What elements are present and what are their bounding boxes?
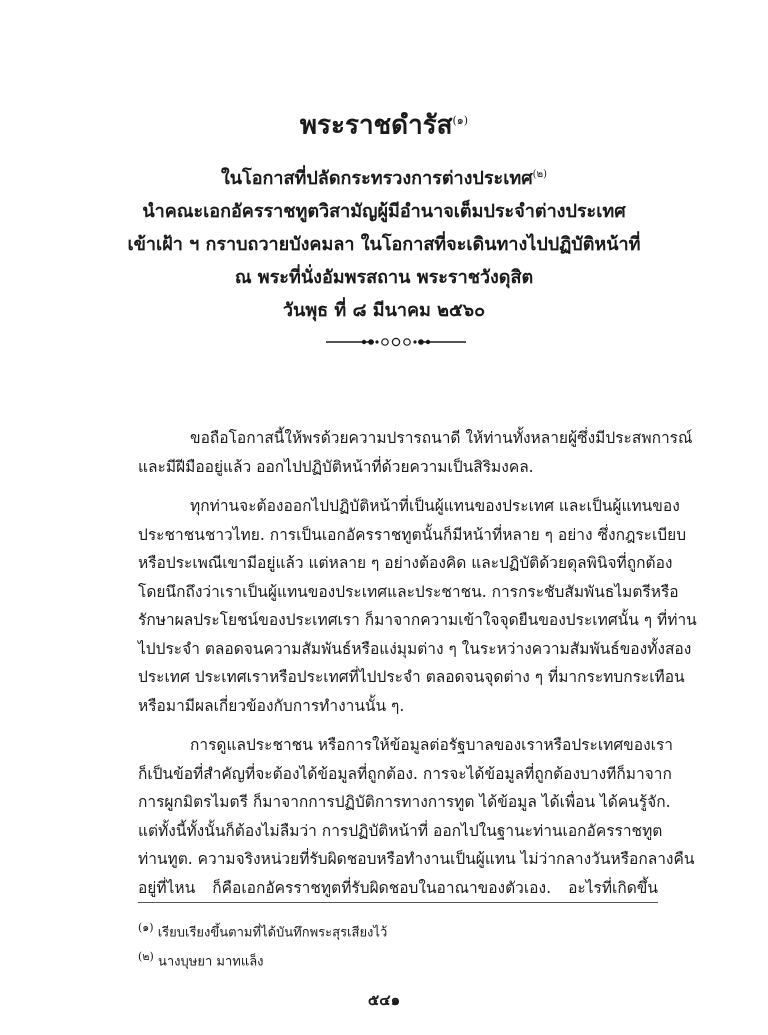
heading-line-2: นำคณะเอกอัครราชทูตวิสามัญผู้มีอำนาจเต็มประจำต่างประเทศ [142, 201, 626, 222]
footnote-text: นางบุษยา มาทแล็ง [153, 954, 264, 970]
paragraph-line: หรือมามีผลเกี่ยวข้องกับการทำงานนั้น ๆ. [138, 696, 405, 715]
page-number: ๕๔๑ [367, 991, 401, 1009]
paragraph-line: และมีฝีมืออยู่แล้ว ออกไปปฏิบัติหน้าที่ด้วยความเป็นสิริมงคล. [138, 457, 534, 476]
paragraph-1 [138, 424, 693, 481]
paragraph-line: ทุกท่านจะต้องออกไปปฏิบัติหน้าที่เป็นผู้แทนของประเทศ และเป็นผู้แทนของ [190, 497, 680, 515]
speech-body [138, 424, 697, 913]
paragraph-line: รักษาผลประโยชน์ของประเทศเรา ก็มาจากความเข้าใจจุดยืนของประเทศนั้น ๆ ที่ท่าน [138, 611, 697, 629]
paragraph-line: ท่านทูต. ความจริงหน่วยที่รับผิดชอบหรือทำงานเป็นผู้แทน ไม่ว่ากลางวันหรือกลางคืน [138, 850, 695, 868]
footnote-mark: (๑) [138, 921, 154, 934]
footnote-1 [138, 916, 658, 945]
paragraph-line: การดูแลประชาชน หรือการให้ข้อมูลต่อรัฐบาลของเราหรือประเทศของเรา [190, 736, 673, 754]
paragraph-line: ประเทศ ประเทศเราหรือประเทศที่ไปประจำ ตลอดจนจุดต่าง ๆ ที่มากระทบกระเทือน [138, 668, 685, 686]
heading-line-4: ณ พระที่นั่งอัมพรสถาน พระราชวังดุสิต [234, 267, 534, 288]
heading-line-1 [0, 158, 768, 195]
paragraph-line: ประชาชนชาวไทย. การเป็นเอกอัครราชทูตนั้นก็มีหน้าที่หลาย ๆ อย่าง ซึ่งกฎระเบียบ [138, 525, 687, 544]
paragraph-3 [138, 731, 695, 902]
heading-line-5: วันพุธ ที่ ๘ มีนาคม ๒๕๖๐ [282, 300, 486, 321]
title-text: พระราชดำรัส [299, 110, 453, 141]
paragraph-line: ขอถือโอกาสนี้ให้พรด้วยความปรารถนาดี ให้ท่านทั้งหลายผู้ซึ่งมีประสพการณ์ [190, 429, 693, 447]
footnote-text: เรียบเรียงขึ้นตามที่ได้บันทึกพระสุรเสียงไว้ [153, 925, 388, 941]
footnote-2 [138, 945, 658, 974]
heading-line-3: เข้าเฝ้า ฯ กราบถวายบังคมลา ในโอกาสที่จะเดินทางไปปฏิบัติหน้าที่ [127, 234, 641, 255]
scroll-divider-icon [324, 332, 468, 352]
title-footnote-mark: (๑) [452, 114, 469, 127]
occasion-heading [0, 158, 768, 327]
page-title [0, 104, 768, 143]
paragraph-line: อยู่ที่ไหน ก็คือเอกอัครราชทูตที่รับผิดชอบในอาณาของตัวเอง. อะไรที่เกิดขึ้น [138, 878, 658, 897]
paragraph-2 [138, 492, 697, 720]
heading-footnote-mark: (๒) [532, 169, 548, 180]
heading-line-1-text: ในโอกาสที่ปลัดกระทรวงการต่างประเทศ [220, 168, 533, 189]
paragraph-line: แต่ทั้งนี้ทั้งนั้นก็ต้องไม่ลืมว่า การปฏิบัติหน้าที่ ออกไปในฐานะท่านเอกอัครราชทูต [138, 821, 663, 840]
footnote-divider [138, 902, 658, 903]
paragraph-line: ก็เป็นข้อที่สำคัญที่จะต้องได้ข้อมูลที่ถูกต้อง. การจะได้ข้อมูลที่ถูกต้องบางทีก็มาจาก [138, 764, 672, 783]
footnote-mark: (๒) [138, 950, 154, 964]
paragraph-line: หรือประเพณีเขามีอยู่แล้ว แต่หลาย ๆ อย่างต้องคิด และปฏิบัติด้วยดุลพินิจที่ถูกต้อง [138, 554, 673, 572]
paragraph-line: โดยนึกถึงว่าเราเป็นผู้แทนของประเทศและประชาชน. การกระชับสัมพันธไมตรีหรือ [138, 582, 679, 601]
paragraph-line: ไปประจำ ตลอดจนความสัมพันธ์หรือแง่มุมต่าง ๆ ในระหว่างความสัมพันธ์ของทั้งสอง [138, 639, 692, 658]
footnotes [138, 916, 658, 975]
paragraph-line: การผูกมิตรไมตรี ก็มาจากการปฏิบัติการทางการทูต ได้ข้อมูล ได้เพื่อน ได้คนรู้จัก. [138, 793, 671, 811]
